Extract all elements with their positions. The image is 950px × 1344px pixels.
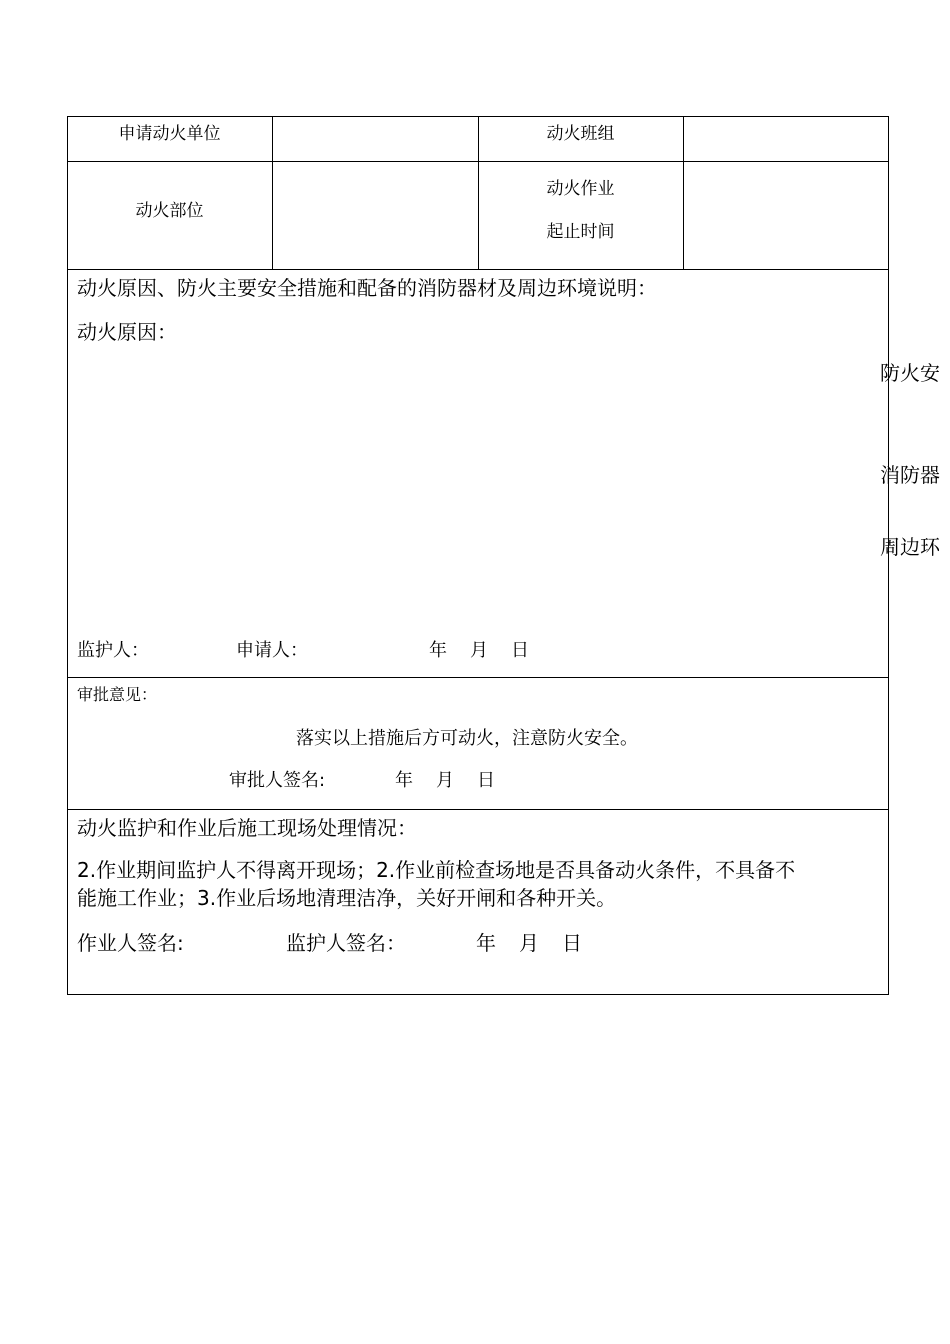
notes-line2: 能施工作业；3.作业后场地清理洁净，关好开闸和各种开关。	[77, 886, 617, 910]
table-border-bottom	[67, 994, 889, 995]
section-divider	[67, 677, 889, 678]
applicant-unit-label: 申请动火单位	[118, 124, 221, 144]
section3-heading: 动火监护和作业后施工现场处理情况：	[77, 816, 417, 840]
applicant-unit-field[interactable]	[273, 117, 478, 161]
date-year: 年	[429, 640, 447, 661]
reason-label: 动火原因：	[77, 320, 177, 344]
team-label: 动火班组	[546, 124, 615, 144]
date-month: 月	[470, 640, 488, 661]
applicant-label: 申请人：	[236, 640, 308, 661]
sign-date-day: 日	[562, 931, 582, 955]
time-label-line2: 起止时间	[546, 222, 615, 242]
date-day: 日	[511, 640, 529, 661]
fire-equipment-label-cutoff: 消防器	[880, 463, 940, 487]
location-label: 动火部位	[135, 201, 204, 221]
worker-sign-label: 作业人签名:	[77, 931, 184, 955]
section1-heading: 动火原因、防火主要安全措施和配备的消防器材及周边环境说明：	[77, 276, 657, 300]
approver-sign-label: 审批人签名:	[229, 770, 326, 791]
table-border-left	[67, 116, 68, 995]
hot-work-permit-form	[67, 116, 889, 995]
sign-date-month: 月	[519, 931, 539, 955]
location-field[interactable]	[273, 162, 478, 269]
environment-label-cutoff: 周边环	[880, 535, 940, 559]
approval-opinion: 落实以上措施后方可动火，注意防火安全。	[296, 728, 638, 749]
approval-date-day: 日	[477, 770, 495, 791]
time-range-field[interactable]	[684, 162, 888, 269]
section-divider	[67, 809, 889, 810]
approval-date-year: 年	[395, 770, 413, 791]
approval-heading: 审批意见：	[77, 685, 158, 704]
reason-text-area[interactable]	[77, 348, 877, 628]
approval-date-month: 月	[436, 770, 454, 791]
sign-date-year: 年	[476, 931, 496, 955]
fire-safety-label-cutoff: 防火安	[880, 361, 940, 385]
supervisor-sign-label: 监护人签名：	[286, 931, 406, 955]
time-label-line1: 动火作业	[546, 179, 615, 199]
notes-line1: 2.作业期间监护人不得离开现场；2.作业前检查场地是否具备动火条件，不具备不	[77, 858, 796, 882]
supervisor-label: 监护人：	[77, 640, 149, 661]
team-field[interactable]	[684, 117, 888, 161]
